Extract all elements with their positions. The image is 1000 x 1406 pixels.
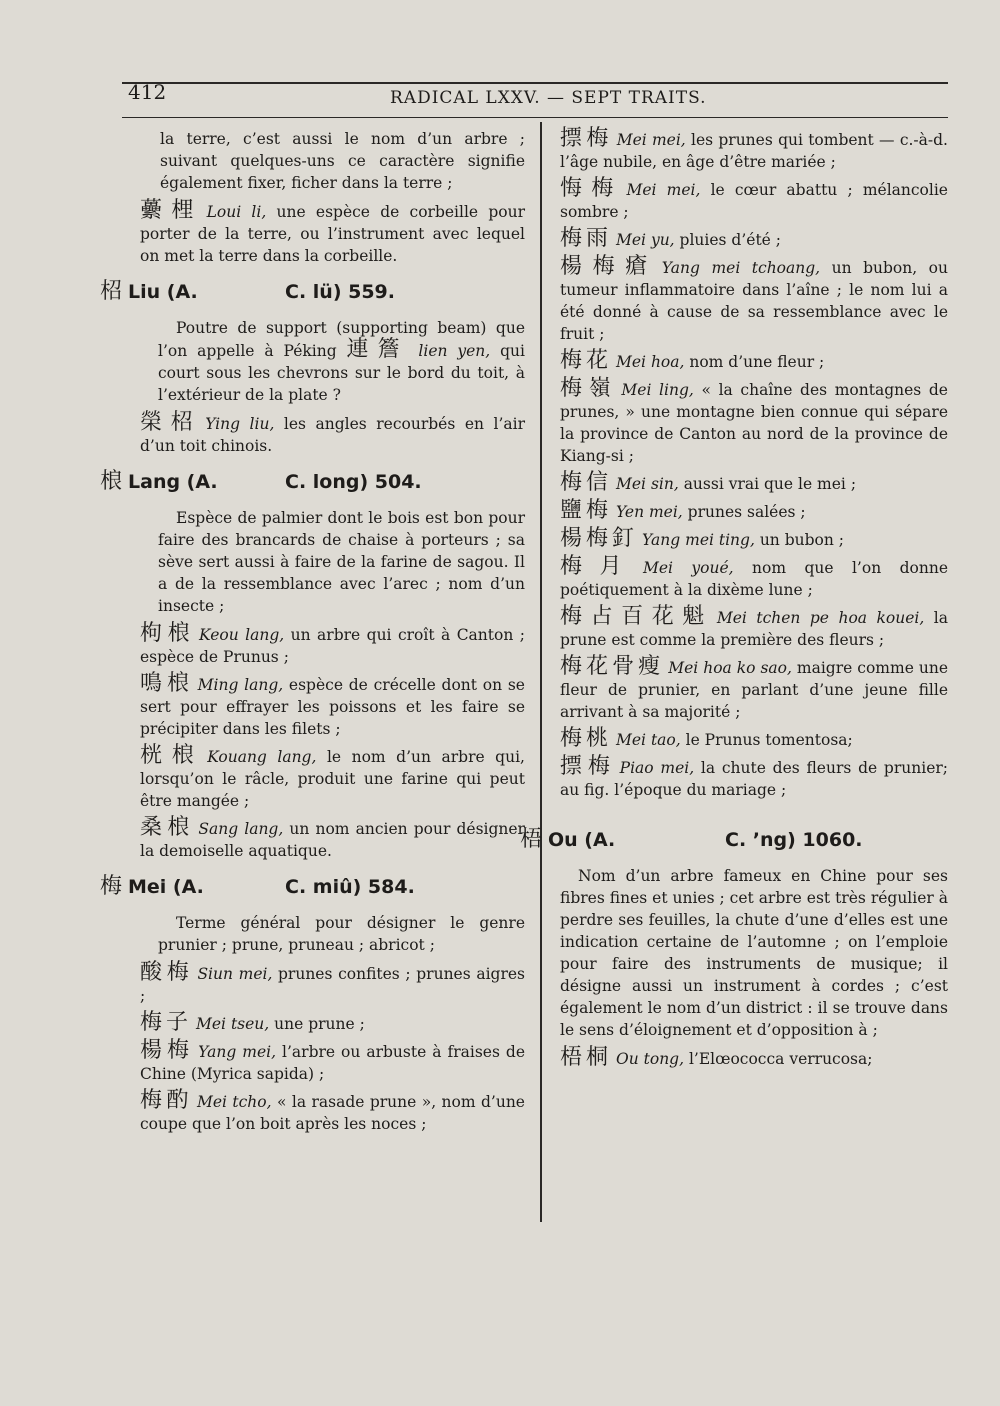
sub-entry <box>140 623 525 668</box>
entry-definition: Terme général pour désigner le genre prunier ; prune, pruneau ; abricot ; <box>158 914 525 954</box>
chinese-term: 虆梩 <box>140 198 203 223</box>
running-title: RADICAL LXXV. — SEPT TRAITS. <box>390 88 707 108</box>
romanization: Loui li, <box>206 203 267 221</box>
chinese-term: 連簷 <box>346 337 409 362</box>
definition: la chute des fleurs de prunier; au fig. l’époque du mariage ; <box>560 759 948 799</box>
sub-entry <box>560 178 948 223</box>
sub-entry <box>560 728 948 751</box>
entry-heading-lang <box>100 471 525 493</box>
definition: un bubon, ou tumeur inflammatoire dans l’aîne ; le nom lui a été donné à cause de sa ressemblance avec le fruit ; <box>560 259 948 343</box>
sub-entry <box>560 756 948 801</box>
sub-entry <box>140 412 525 457</box>
romanization: Ying liu, <box>205 415 275 433</box>
romanization: Mei mei, <box>616 131 686 149</box>
romanization: Keou lang, <box>199 626 285 644</box>
romanization: Mei tao, <box>616 731 681 749</box>
sub-entry <box>560 228 948 251</box>
sub-entry <box>560 1047 948 1070</box>
sub-entry <box>140 962 525 1007</box>
entry-heading-mei <box>100 876 525 898</box>
chinese-term: 梅子 <box>140 1010 193 1035</box>
sub-entry <box>140 1090 525 1135</box>
romanization: Mei sin, <box>616 475 679 493</box>
page-number: 412 <box>128 80 167 104</box>
head-reference: C. long) 504. <box>285 471 422 493</box>
head-character: 桹 <box>100 469 123 494</box>
romanization: Ming lang, <box>197 676 284 694</box>
left-column <box>100 128 525 1140</box>
chinese-term: 桄桹 <box>140 743 204 768</box>
definition: une prune ; <box>269 1015 365 1033</box>
romanization: Mei mei, <box>626 181 701 199</box>
head-reference: C. lü) 559. <box>285 281 395 303</box>
romanization: Yang mei tchoang, <box>661 259 821 277</box>
definition: le nom d’un arbre qui, lorsqu’on le râcle, produit une farine qui peut être mangée ; <box>140 748 525 810</box>
chinese-term: 梅月 <box>560 554 639 579</box>
chinese-term: 楊梅 <box>140 1038 195 1063</box>
definition: prunes confites ; prunes aigres ; <box>140 965 525 1005</box>
sub-entry <box>560 656 948 723</box>
definition: un nom ancien pour désigner la demoiselle aquatique. <box>140 820 525 860</box>
sub-entry <box>560 606 948 651</box>
sub-entry <box>140 1040 525 1085</box>
chinese-term: 梅嶺 <box>560 376 618 401</box>
sub-entry <box>560 500 948 523</box>
romanization: Mei tcho, <box>196 1093 272 1111</box>
sub-entry <box>560 378 948 467</box>
definition: pluies d’été ; <box>674 231 781 249</box>
definition: une espèce de corbeille pour porter de la terre, ou l’instrument avec lequel on met la terre dans la corbeille. <box>140 203 525 265</box>
definition: « la rasade prune », nom d’une coupe que l’on boit après les noces ; <box>140 1093 525 1133</box>
definition: un arbre qui croît à Canton ; espèce de Prunus ; <box>140 626 525 666</box>
sub-entry <box>140 817 525 862</box>
entry-heading-liu <box>100 281 525 303</box>
header-rule-lower <box>122 117 948 118</box>
definition: l’arbre ou arbuste à fraises de Chine (Myrica sapida) ; <box>140 1043 525 1083</box>
sub-entry <box>560 128 948 173</box>
romanization: Ou tong, <box>616 1050 685 1068</box>
romanization: Mei ling, <box>621 381 694 399</box>
chinese-term: 梅花骨瘦 <box>560 654 665 679</box>
romanization: Yen mei, <box>616 503 683 521</box>
romanization: Mei hoa, <box>616 353 685 371</box>
continuation-text: la terre, c’est aussi le nom d’un arbre ; suivant quelques-uns ce caractère signifie également fixer, ficher dans la terre ; <box>160 130 525 192</box>
entry-heading-ou <box>520 829 948 851</box>
chinese-term: 梅酌 <box>140 1088 193 1113</box>
chinese-term: 摽梅 <box>560 126 613 151</box>
chinese-term: 鳴桹 <box>140 671 194 696</box>
head-reading: Ou (A. <box>548 829 616 851</box>
definition: les angles recourbés en l’air d’un toit chinois. <box>140 415 525 455</box>
definition: le cœur abattu ; mélancolie sombre ; <box>560 181 948 221</box>
chinese-term: 梅桃 <box>560 726 613 751</box>
sub-entry <box>560 528 948 551</box>
definition: espèce de crécelle dont on se sert pour effrayer les poissons et les faire se précipiter dans les filets ; <box>140 676 525 738</box>
definition: les prunes qui tombent — c.-à-d. l’âge nubile, en âge d’être mariée ; <box>560 131 948 171</box>
definition: nom d’une fleur ; <box>684 353 825 371</box>
romanization: Kouang lang, <box>207 748 317 766</box>
definition: le Prunus tomentosa; <box>680 731 853 749</box>
romanization: Yang mei ting, <box>642 531 755 549</box>
romanization: Mei tseu, <box>196 1015 270 1033</box>
definition-text: Poutre de support (supporting beam) que l’on appelle à Péking <box>158 319 525 360</box>
chinese-term: 楊梅釘 <box>560 526 639 551</box>
sub-entry <box>560 472 948 495</box>
chinese-term: 榮柖 <box>140 410 202 435</box>
chinese-term: 枸桹 <box>140 621 196 646</box>
romanization: Mei yu, <box>616 231 675 249</box>
definition: nom que l’on donne poétiquement à la dixème lune ; <box>560 559 948 599</box>
chinese-term: 摽梅 <box>560 754 616 779</box>
sub-entry <box>140 745 525 812</box>
header-rule <box>122 82 948 84</box>
definition: un bubon ; <box>754 531 845 549</box>
sub-entry <box>560 256 948 345</box>
head-character: 柖 <box>100 279 123 304</box>
head-character: 梧 <box>520 827 543 852</box>
sub-entry <box>560 556 948 601</box>
sub-entry <box>560 350 948 373</box>
head-reference: C. ’ng) 1060. <box>725 829 863 851</box>
chinese-term: 梅花 <box>560 348 613 373</box>
romanization: Mei youé, <box>643 559 734 577</box>
head-character: 梅 <box>100 874 123 899</box>
definition: « la chaîne des montagnes de prunes, » une montagne bien connue qui sépare la province de Canton au nord de la province de Kiang-si ; <box>560 381 948 465</box>
definition: maigre comme une fleur de prunier, en parlant d’une jeune fille arrivant à sa majorité ; <box>560 659 948 721</box>
entry-definition: Espèce de palmier dont le bois est bon pour faire des brancards de chaise à porteurs ; sa sève sert aussi à faire de la farine de sagou. Il a de la ressemblance avec l’arec ; nom d’un insecte ; <box>158 509 525 615</box>
romanization: Piao mei, <box>619 759 695 777</box>
romanization: Sang lang, <box>198 820 284 838</box>
chinese-term: 悔梅 <box>560 176 623 201</box>
chinese-term: 梅雨 <box>560 226 613 251</box>
head-reading: Lang (A. <box>128 471 218 493</box>
entry-definition: Nom d’un arbre fameux en Chine pour ses fibres fines et unies ; cet arbre est très régulier à perdre ses feuilles, la chute d’une d’elles est une indication certaine de l’automne ; on l’emploie pour faire des instruments de musique; il désigne aussi un instrument à cordes ; c’est également le nom d’un district : il se trouve dans le sens d’éloignement et d’opposition à ; <box>560 867 948 1039</box>
sub-entry <box>140 673 525 740</box>
romanization: lien yen, <box>418 342 491 360</box>
definition: la prune est comme la première des fleurs ; <box>560 609 948 649</box>
chinese-term: 梧桐 <box>560 1045 613 1070</box>
definition-text: qui court sous les chevrons sur le bord du toit, à l’extérieur de la plate ? <box>158 342 525 404</box>
chinese-term: 楊梅瘡 <box>560 254 658 279</box>
chinese-term: 酸梅 <box>140 960 194 985</box>
romanization: Mei tchen pe hoa kouei, <box>716 609 925 627</box>
chinese-term: 鹽梅 <box>560 498 613 523</box>
definition: prunes salées ; <box>682 503 806 521</box>
chinese-term: 梅信 <box>560 470 613 495</box>
entry-definition <box>158 317 525 406</box>
definition: l’Elœococca verrucosa; <box>684 1050 873 1068</box>
romanization: Mei hoa ko sao, <box>668 659 792 677</box>
romanization: Siun mei, <box>197 965 273 983</box>
chinese-term: 桑桹 <box>140 815 195 840</box>
head-reading: Mei (A. <box>128 876 204 898</box>
head-reference: C. miû) 584. <box>285 876 415 898</box>
right-column <box>520 128 948 1075</box>
chinese-term: 梅占百花魁 <box>560 604 713 629</box>
head-reading: Liu (A. <box>128 281 198 303</box>
sub-entry <box>140 200 525 267</box>
definition: aussi vrai que le mei ; <box>678 475 857 493</box>
romanization: Yang mei, <box>198 1043 277 1061</box>
sub-entry <box>140 1012 525 1035</box>
